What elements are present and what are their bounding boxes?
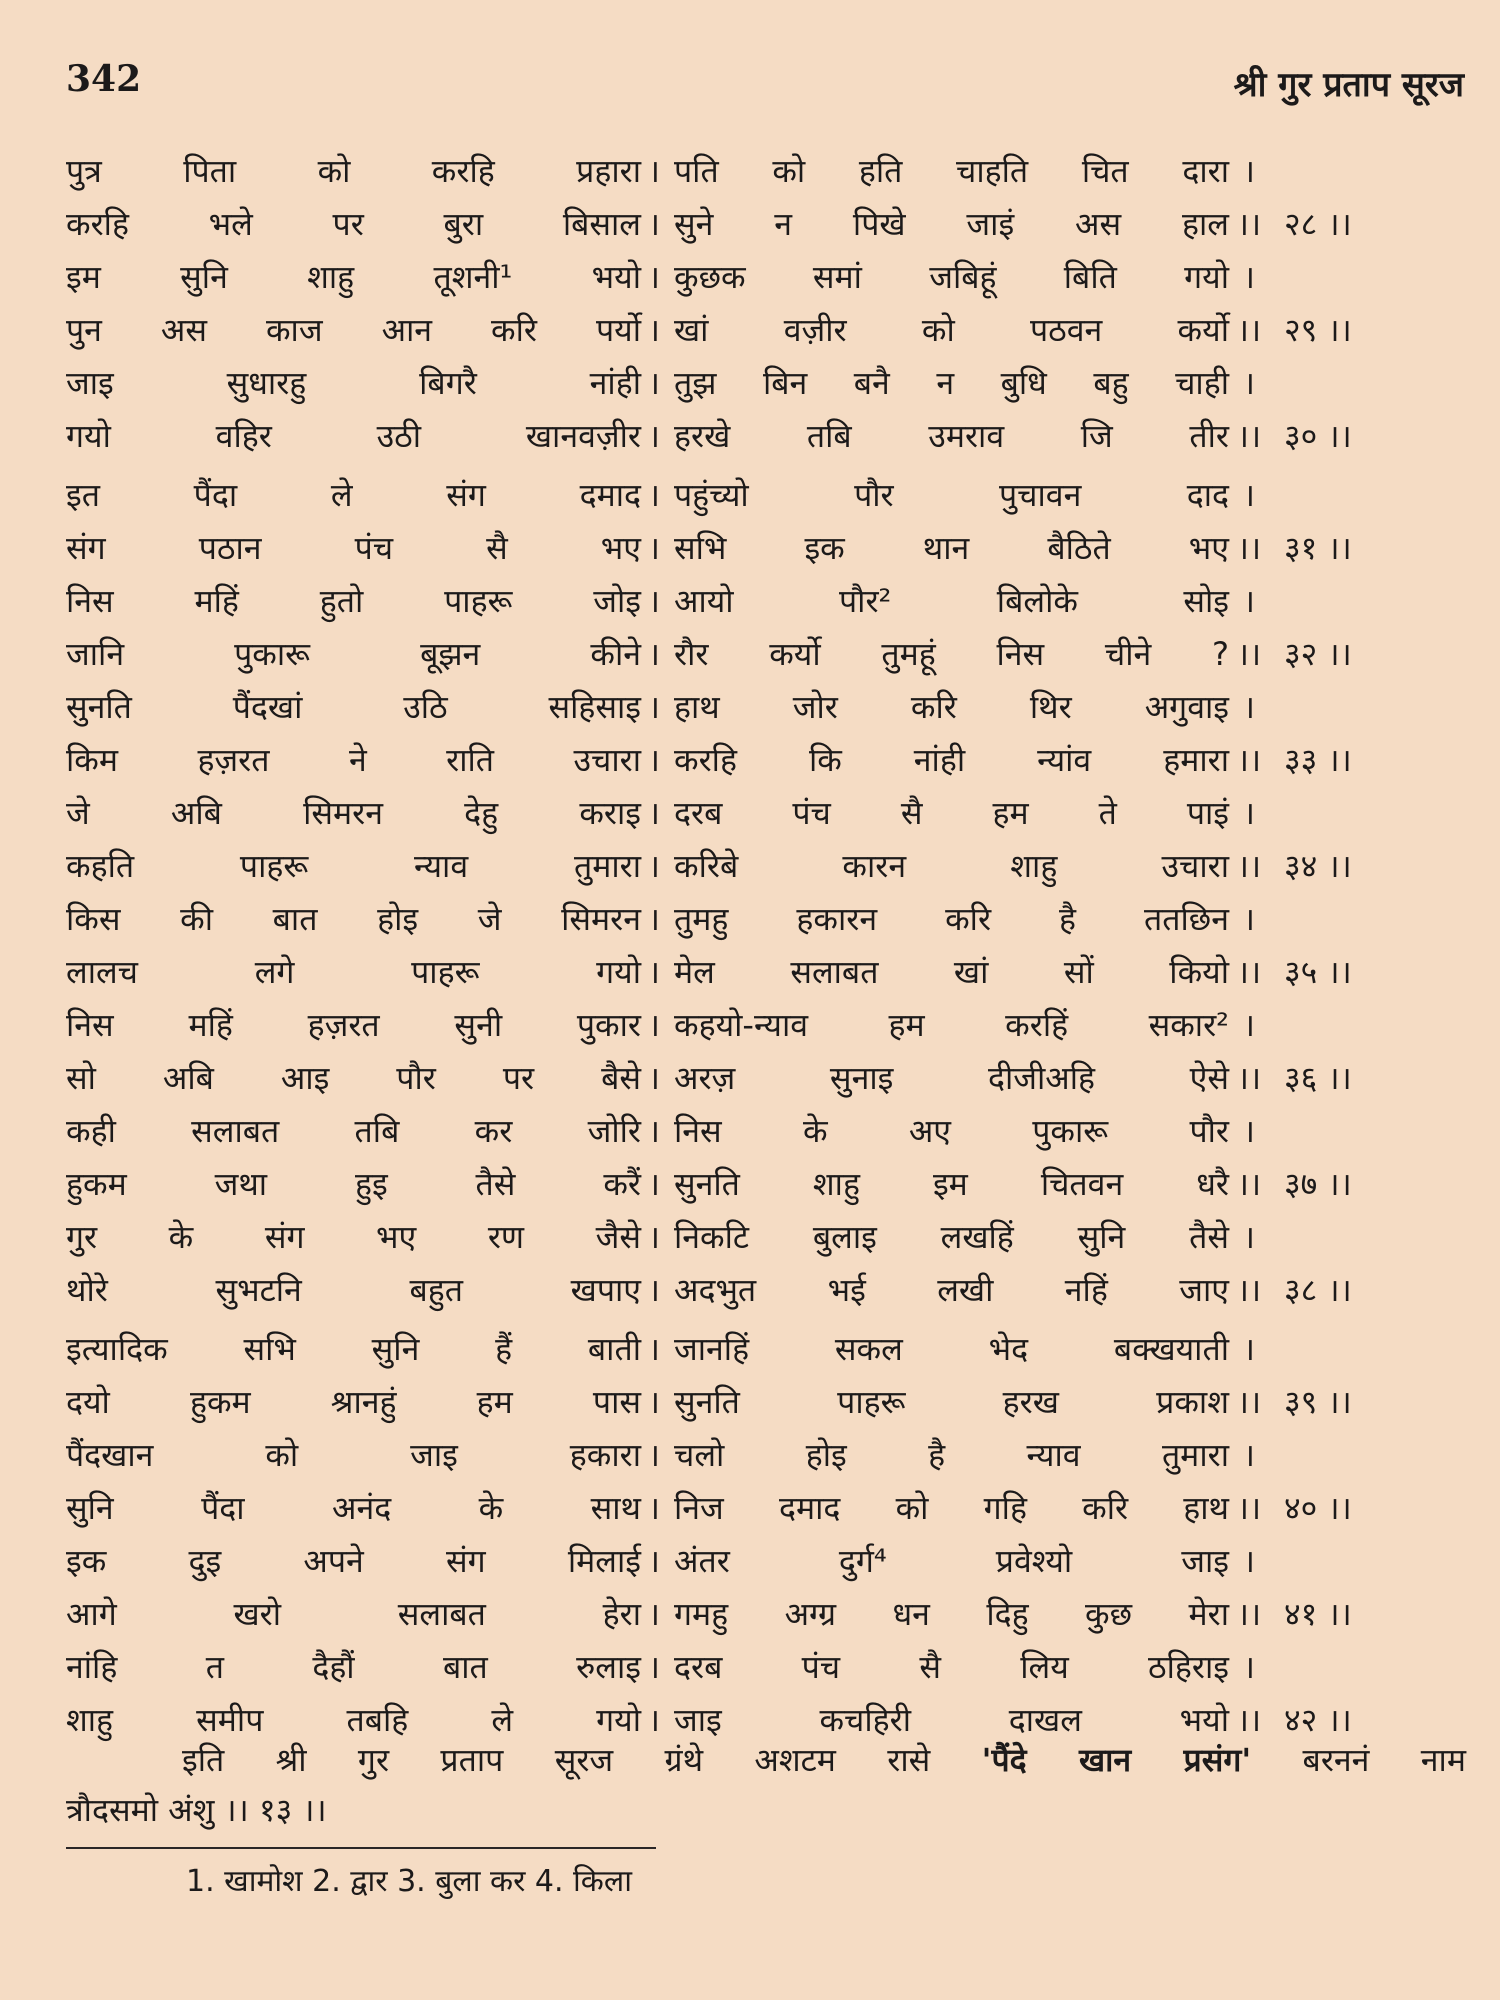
verse-first-half: किस की बात होइ जे सिमरन <box>66 900 641 938</box>
verse-second-half: करिबे कारन शाहु उचारा <box>674 847 1229 885</box>
verse-first-half: सो अबि आइ पौर पर बैसे <box>66 1059 641 1097</box>
verse-first-half: जानि पुकारू बूझन कीने <box>66 635 641 673</box>
verse-line <box>66 357 1356 410</box>
danda-mark: । <box>647 1271 661 1309</box>
verse-first-half: शाहु समीप तबहि ले गयो <box>66 1701 641 1739</box>
verse-first-half: लालच लगे पाहरू गयो <box>66 953 641 991</box>
danda-mark: । <box>1242 476 1256 514</box>
verse-group <box>66 1323 1356 1747</box>
verse-line <box>66 1323 1356 1376</box>
colophon-end: बरननं नाम <box>1302 1741 1466 1779</box>
verse-first-half: इत पैंदा ले संग दमाद <box>66 476 641 514</box>
danda-mark: । <box>647 205 661 243</box>
danda-mark: । <box>647 1059 661 1097</box>
verse-line <box>66 1535 1356 1588</box>
double-danda-mark: ।। <box>1236 417 1262 455</box>
danda-mark: । <box>1242 1648 1256 1686</box>
verse-second-half: अरज़ सुनाइ दीजीअहि ऐसे <box>674 1059 1229 1097</box>
verse-first-half: हुकम जथा हुइ तैसे करैं <box>66 1165 641 1203</box>
danda-mark: । <box>647 1648 661 1686</box>
danda-mark: । <box>1242 364 1256 402</box>
verse-second-half: दरब पंच सै लिय ठहिराइ <box>674 1648 1229 1686</box>
verse-number: ३३ ।। <box>1284 741 1352 779</box>
verse-line <box>66 1052 1356 1105</box>
verse-line <box>66 734 1356 787</box>
verse-group <box>66 469 1356 1317</box>
verse-second-half: अंतर दुर्ग⁴ प्रवेश्यो जाइ <box>674 1542 1229 1580</box>
double-danda-mark: ।। <box>1236 1595 1262 1633</box>
verse-number: ३९ ।। <box>1284 1383 1352 1421</box>
verse-number: ४१ ।। <box>1284 1595 1352 1633</box>
verse-second-half: सुनति शाहु इम चितवन धरै <box>674 1165 1229 1203</box>
danda-mark: । <box>1242 1542 1256 1580</box>
verse-second-half: निज दमाद को गहि करि हाथ <box>674 1489 1229 1527</box>
verse-second-half: हरखे तबि उमराव जि तीर <box>674 417 1229 455</box>
danda-mark: । <box>647 1330 661 1368</box>
double-danda-mark: ।। <box>1236 1383 1262 1421</box>
verse-number: २९ ।। <box>1284 311 1352 349</box>
verse-first-half: इत्यादिक सभि सुनि हैं बाती <box>66 1330 641 1368</box>
danda-mark: । <box>647 1165 661 1203</box>
danda-mark: । <box>647 900 661 938</box>
verse-first-half: जे अबि सिमरन देहु कराइ <box>66 794 641 832</box>
verse-second-half: पति को हति चाहति चित दारा <box>674 152 1229 190</box>
verse-number: ४२ ।। <box>1284 1701 1352 1739</box>
danda-mark: । <box>647 152 661 190</box>
verse-line <box>66 469 1356 522</box>
double-danda-mark: ।। <box>1236 1059 1262 1097</box>
danda-mark: । <box>1242 1112 1256 1150</box>
verse-second-half: हाथ जोर करि थिर अगुवाइ <box>674 688 1229 726</box>
danda-mark: । <box>647 258 661 296</box>
verse-number: ३७ ।। <box>1284 1165 1352 1203</box>
verse-second-half: मेल सलाबत खां सों कियो <box>674 953 1229 991</box>
danda-mark: । <box>647 364 661 402</box>
verse-first-half: निस महिं हज़रत सुनी पुकार <box>66 1006 641 1044</box>
double-danda-mark: ।। <box>1236 529 1262 567</box>
verse-first-half: करहि भले पर बुरा बिसाल <box>66 205 641 243</box>
double-danda-mark: ।। <box>1236 1489 1262 1527</box>
verse-line <box>66 840 1356 893</box>
verse-number: ४० ।। <box>1284 1489 1352 1527</box>
verse-number: ३१ ।। <box>1284 529 1352 567</box>
footnotes: 1. खामोश 2. द्वार 3. बुला कर 4. किला <box>186 1864 632 1899</box>
verse-first-half: थोरे सुभटनि बहुत खपाए <box>66 1271 641 1309</box>
verse-line <box>66 1264 1356 1317</box>
verse-second-half: निस के अए पुकारू पौर <box>674 1112 1229 1150</box>
danda-mark: । <box>1242 1006 1256 1044</box>
verse-number: ३२ ।। <box>1284 635 1352 673</box>
verse-second-half: जाइ कचहिरी दाखल भयो <box>674 1701 1229 1739</box>
verse-second-half: पहुंच्यो पौर पुचावन दाद <box>674 476 1229 514</box>
verse-second-half: खां वज़ीर को पठवन कर्यो <box>674 311 1229 349</box>
footnote-divider <box>66 1847 656 1849</box>
danda-mark: । <box>647 953 661 991</box>
verse-second-half: तुमहु हकारन करि है ततछिन <box>674 900 1229 938</box>
verse-second-half: अदभुत भई लखी नहिं जाए <box>674 1271 1229 1309</box>
danda-mark: । <box>647 1489 661 1527</box>
verse-line <box>66 522 1356 575</box>
double-danda-mark: ।। <box>1236 311 1262 349</box>
danda-mark: । <box>647 794 661 832</box>
verse-second-half: आयो पौर² बिलोके सोइ <box>674 582 1229 620</box>
danda-mark: । <box>647 582 661 620</box>
danda-mark: । <box>1242 688 1256 726</box>
verse-first-half: जाइ सुधारहु बिगरै नांही <box>66 364 641 402</box>
verse-line <box>66 1588 1356 1641</box>
verse-first-half: कहति पाहरू न्याव तुमारा <box>66 847 641 885</box>
colophon-start: इति श्री गुर प्रताप सूरज ग्रंथे अशटम रासे <box>182 1741 931 1779</box>
verse-first-half: दयो हुकम श्रानहुं हम पास <box>66 1383 641 1421</box>
verse-line <box>66 1482 1356 1535</box>
danda-mark: । <box>1242 900 1256 938</box>
danda-mark: । <box>647 847 661 885</box>
verse-number: ३५ ।। <box>1284 953 1352 991</box>
verse-line <box>66 198 1356 251</box>
verse-number: ३४ ।। <box>1284 847 1352 885</box>
verse-line <box>66 251 1356 304</box>
verse-line <box>66 145 1356 198</box>
colophon-line-2: त्रौदसमो अंशु ।। १३ ।। <box>66 1791 327 1829</box>
verse-first-half: आगे खरो सलाबत हेरा <box>66 1595 641 1633</box>
double-danda-mark: ।। <box>1236 953 1262 991</box>
verse-line <box>66 410 1356 463</box>
double-danda-mark: ।। <box>1236 205 1262 243</box>
colophon <box>66 1735 1466 1835</box>
verse-second-half: तुझ बिन बनै न बुधि बहु चाही <box>674 364 1229 402</box>
verse-line <box>66 304 1356 357</box>
verse-line <box>66 681 1356 734</box>
verse-first-half: सुनति पैंदखां उठि सहिसाइ <box>66 688 641 726</box>
danda-mark: । <box>647 635 661 673</box>
danda-mark: । <box>1242 258 1256 296</box>
verse-second-half: चलो होइ है न्याव तुमारा <box>674 1436 1229 1474</box>
danda-mark: । <box>647 1218 661 1256</box>
danda-mark: । <box>1242 152 1256 190</box>
colophon-line-1 <box>66 1735 1466 1785</box>
verse-first-half: पुन अस काज आन करि पर्यो <box>66 311 641 349</box>
verse-first-half: किम हज़रत ने राति उचारा <box>66 741 641 779</box>
double-danda-mark: ।। <box>1236 1271 1262 1309</box>
danda-mark: । <box>647 476 661 514</box>
danda-mark: । <box>647 688 661 726</box>
verse-block <box>66 145 1356 1753</box>
verse-group <box>66 145 1356 463</box>
danda-mark: । <box>647 417 661 455</box>
danda-mark: । <box>647 1436 661 1474</box>
verse-second-half: जानहिं सकल भेद बक्खयाती <box>674 1330 1229 1368</box>
verse-line <box>66 575 1356 628</box>
verse-line <box>66 1429 1356 1482</box>
verse-line <box>66 628 1356 681</box>
danda-mark: । <box>647 1542 661 1580</box>
verse-line <box>66 1641 1356 1694</box>
verse-second-half: गमहु अग्ग्र धन दिहु कुछ मेरा <box>674 1595 1229 1633</box>
danda-mark: । <box>647 311 661 349</box>
danda-mark: । <box>647 529 661 567</box>
danda-mark: । <box>1242 582 1256 620</box>
verse-number: ३८ ।। <box>1284 1271 1352 1309</box>
double-danda-mark: ।। <box>1236 635 1262 673</box>
verse-line <box>66 1376 1356 1429</box>
page-number: 342 <box>66 58 142 100</box>
verse-first-half: संग पठान पंच सै भए <box>66 529 641 567</box>
verse-second-half: दरब पंच सै हम ते पाइं <box>674 794 1229 832</box>
verse-number: २८ ।। <box>1284 205 1352 243</box>
verse-first-half: सुनि पैंदा अनंद के साथ <box>66 1489 641 1527</box>
danda-mark: । <box>1242 1218 1256 1256</box>
double-danda-mark: ।। <box>1236 847 1262 885</box>
verse-first-half: नांहि त दैहौं बात रुलाइ <box>66 1648 641 1686</box>
verse-first-half: निस महिं हुतो पाहरू जोइ <box>66 582 641 620</box>
verse-first-half: गयो वहिर उठी खानवज़ीर <box>66 417 641 455</box>
verse-number: ३६ ।। <box>1284 1059 1352 1097</box>
verse-first-half: कही सलाबत तबि कर जोरि <box>66 1112 641 1150</box>
danda-mark: । <box>1242 794 1256 832</box>
verse-line <box>66 999 1356 1052</box>
verse-second-half: करहि कि नांही न्यांव हमारा <box>674 741 1229 779</box>
verse-line <box>66 787 1356 840</box>
danda-mark: । <box>1242 1330 1256 1368</box>
colophon-episode-title: 'पैंदे खान प्रसंग' <box>981 1741 1252 1779</box>
verse-line <box>66 1211 1356 1264</box>
verse-second-half: सभि इक थान बैठिते भए <box>674 529 1229 567</box>
danda-mark: । <box>647 1701 661 1739</box>
double-danda-mark: ।। <box>1236 741 1262 779</box>
verse-line <box>66 1158 1356 1211</box>
verse-line <box>66 1105 1356 1158</box>
danda-mark: । <box>1242 1436 1256 1474</box>
page-header <box>66 58 1464 108</box>
danda-mark: । <box>647 1006 661 1044</box>
verse-second-half: सुने न पिखे जाइं अस हाल <box>674 205 1229 243</box>
verse-second-half: रौर कर्यो तुमहूं निस चीने ? <box>674 635 1229 673</box>
verse-first-half: इम सुनि शाहु तूशनी¹ भयो <box>66 258 641 296</box>
verse-second-half: कहयो-न्याव हम करहिं सकार² <box>674 1006 1229 1044</box>
verse-first-half: पुत्र पिता को करहि प्रहारा <box>66 152 641 190</box>
verse-second-half: निकटि बुलाइ लखहिं सुनि तैसे <box>674 1218 1229 1256</box>
double-danda-mark: ।। <box>1236 1165 1262 1203</box>
danda-mark: । <box>647 1595 661 1633</box>
danda-mark: । <box>647 741 661 779</box>
verse-line <box>66 946 1356 999</box>
running-title: श्री गुर प्रताप सूरज <box>1233 65 1464 105</box>
verse-second-half: कुछक समां जबिहूं बिति गयो <box>674 258 1229 296</box>
verse-number: ३० ।। <box>1284 417 1352 455</box>
verse-first-half: इक दुइ अपने संग मिलाई <box>66 1542 641 1580</box>
danda-mark: । <box>647 1383 661 1421</box>
danda-mark: । <box>647 1112 661 1150</box>
double-danda-mark: ।। <box>1236 1701 1262 1739</box>
verse-first-half: पैंदखान को जाइ हकारा <box>66 1436 641 1474</box>
verse-first-half: गुर के संग भए रण जैसे <box>66 1218 641 1256</box>
verse-line <box>66 893 1356 946</box>
verse-second-half: सुनति पाहरू हरख प्रकाश <box>674 1383 1229 1421</box>
